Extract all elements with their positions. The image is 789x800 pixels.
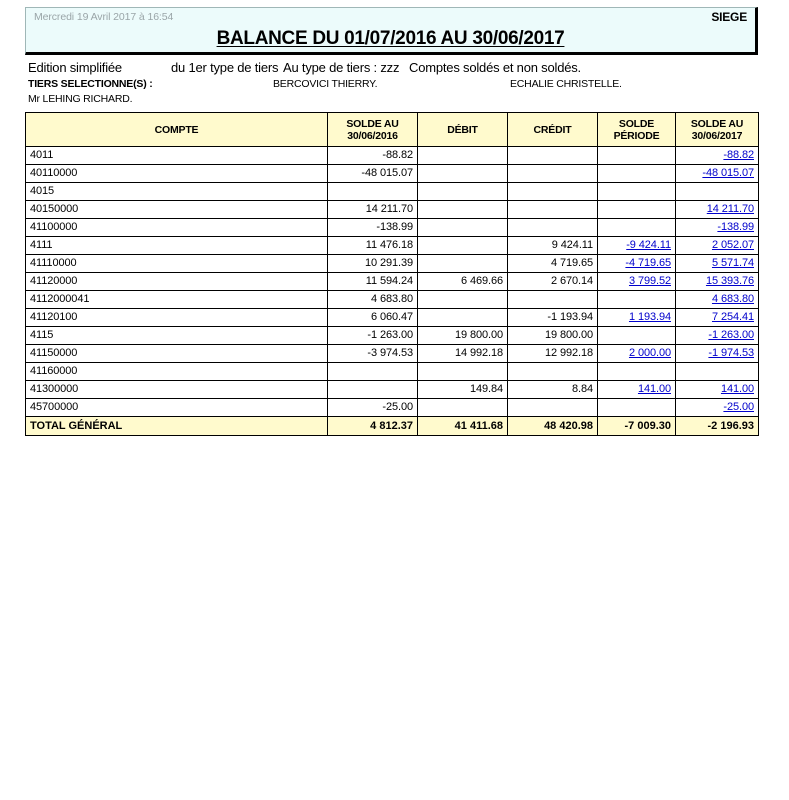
- cell-credit: [508, 201, 598, 219]
- cell-credit: -1 193.94: [508, 309, 598, 327]
- cell-solde-2017-link[interactable]: -25.00: [723, 401, 754, 413]
- cell-solde-2016: [328, 363, 418, 381]
- cell-solde-periode[interactable]: [598, 327, 676, 345]
- cell-solde-2017-link[interactable]: 2 052.07: [711, 239, 754, 251]
- cell-debit: [418, 219, 508, 237]
- from-tier-type-label: du 1er type de tiers: [171, 60, 279, 75]
- cell-solde-2017-link[interactable]: 141.00: [720, 383, 754, 395]
- cell-debit: 149.84: [418, 381, 508, 399]
- table-row: [26, 165, 759, 183]
- cell-solde-2017[interactable]: [676, 183, 759, 201]
- cell-solde-2016: 4 683.80: [328, 291, 418, 309]
- site-label: SIEGE: [711, 10, 747, 24]
- cell-solde-periode[interactable]: [598, 183, 676, 201]
- cell-credit: [508, 147, 598, 165]
- cell-solde-2017[interactable]: [676, 273, 759, 291]
- cell-debit: [418, 291, 508, 309]
- cell-debit: [418, 255, 508, 273]
- cell-solde-2016: [328, 183, 418, 201]
- cell-solde-2017[interactable]: [676, 381, 759, 399]
- cell-solde-2017-link[interactable]: -1 974.53: [708, 347, 754, 359]
- cell-credit: 12 992.18: [508, 345, 598, 363]
- cell-compte: 40110000: [26, 165, 328, 183]
- cell-solde-periode[interactable]: [598, 273, 676, 291]
- cell-credit: 4 719.65: [508, 255, 598, 273]
- cell-solde-2016: -138.99: [328, 219, 418, 237]
- cell-solde-periode-link[interactable]: 141.00: [637, 383, 671, 395]
- table-header-row: [26, 113, 759, 147]
- subheader-line-2: [28, 78, 768, 92]
- cell-solde-2017-link[interactable]: -138.99: [717, 221, 754, 233]
- cell-solde-periode[interactable]: [598, 147, 676, 165]
- cell-solde-periode-link[interactable]: -9 424.11: [626, 239, 671, 251]
- cell-solde-periode-link[interactable]: 3 799.52: [628, 275, 671, 287]
- cell-credit: 9 424.11: [508, 237, 598, 255]
- total-label: TOTAL GÉNÉRAL: [26, 417, 328, 436]
- table-row: [26, 363, 759, 381]
- cell-credit: [508, 165, 598, 183]
- cell-solde-2016: 14 211.70: [328, 201, 418, 219]
- cell-solde-2017-link[interactable]: -88.82: [723, 149, 754, 161]
- cell-compte: 4111: [26, 237, 328, 255]
- table-row: [26, 237, 759, 255]
- cell-solde-2017[interactable]: [676, 255, 759, 273]
- cell-credit: [508, 363, 598, 381]
- table-row: [26, 309, 759, 327]
- cell-solde-2017-link[interactable]: 14 211.70: [706, 203, 754, 215]
- total-credit: 48 420.98: [508, 417, 598, 436]
- cell-solde-2016: -48 015.07: [328, 165, 418, 183]
- cell-solde-2016: 11 594.24: [328, 273, 418, 291]
- edition-mode-label: Edition simplifiée: [28, 60, 122, 75]
- cell-credit: 19 800.00: [508, 327, 598, 345]
- balance-table: [25, 112, 759, 436]
- table-row: [26, 255, 759, 273]
- column-header-solde-2016: [328, 113, 418, 147]
- cell-solde-periode-link[interactable]: -4 719.65: [625, 257, 671, 269]
- table-body: [26, 147, 759, 417]
- cell-compte: 41160000: [26, 363, 328, 381]
- cell-solde-periode[interactable]: [598, 345, 676, 363]
- cell-solde-2017[interactable]: [676, 165, 759, 183]
- subheader-line-3: [28, 93, 768, 107]
- total-solde-2016: 4 812.37: [328, 417, 418, 436]
- cell-compte: 41150000: [26, 345, 328, 363]
- cell-credit: 8.84: [508, 381, 598, 399]
- cell-compte: 41120000: [26, 273, 328, 291]
- column-header-debit: [418, 113, 508, 147]
- column-header-periode-line1: SOLDE: [618, 117, 655, 130]
- cell-compte: 4112000041: [26, 291, 328, 309]
- cell-solde-periode[interactable]: [598, 219, 676, 237]
- column-header-compte-label: COMPTE: [154, 123, 199, 136]
- column-header-solde-periode: [598, 113, 676, 147]
- cell-compte: 41300000: [26, 381, 328, 399]
- cell-debit: 6 469.66: [418, 273, 508, 291]
- table-header: [26, 113, 759, 147]
- cell-solde-2016: -88.82: [328, 147, 418, 165]
- total-row: [26, 417, 759, 436]
- column-header-solde-2017-line1: SOLDE AU: [690, 117, 744, 130]
- cell-solde-2017-link[interactable]: 5 571.74: [711, 257, 754, 269]
- cell-debit: [418, 237, 508, 255]
- total-solde-periode: -7 009.30: [598, 417, 676, 436]
- cell-compte: 41100000: [26, 219, 328, 237]
- cell-compte: 40150000: [26, 201, 328, 219]
- selected-tiers-label: TIERS SELECTIONNE(S) :: [28, 78, 153, 90]
- table-row: [26, 399, 759, 417]
- selected-tier-1: BERCOVICI THIERRY.: [273, 78, 378, 90]
- cell-solde-2016: -3 974.53: [328, 345, 418, 363]
- cell-debit: [418, 165, 508, 183]
- column-header-debit-label: DÉBIT: [447, 123, 478, 136]
- cell-compte: 45700000: [26, 399, 328, 417]
- cell-debit: [418, 399, 508, 417]
- cell-solde-2017-link[interactable]: 15 393.76: [705, 275, 754, 287]
- cell-compte: 4015: [26, 183, 328, 201]
- column-header-credit-label: CRÉDIT: [533, 123, 572, 136]
- cell-solde-periode[interactable]: [598, 363, 676, 381]
- table-row: [26, 183, 759, 201]
- column-header-solde-2016-line2: 30/06/2016: [347, 129, 398, 142]
- selected-tier-2: ECHALIE CHRISTELLE.: [510, 78, 622, 90]
- cell-solde-periode[interactable]: [598, 165, 676, 183]
- accounts-filter-label: Comptes soldés et non soldés.: [409, 60, 581, 75]
- to-tier-type-label: Au type de tiers : zzz: [283, 60, 400, 75]
- cell-solde-2017[interactable]: [676, 237, 759, 255]
- cell-solde-2017[interactable]: [676, 219, 759, 237]
- cell-solde-2017-link[interactable]: -1 263.00: [708, 329, 754, 341]
- cell-compte: 41120100: [26, 309, 328, 327]
- table-row: [26, 381, 759, 399]
- cell-solde-2016: [328, 381, 418, 399]
- cell-solde-2017[interactable]: [676, 399, 759, 417]
- cell-solde-2016: 6 060.47: [328, 309, 418, 327]
- cell-solde-periode-link[interactable]: 2 000.00: [628, 347, 671, 359]
- cell-debit: [418, 309, 508, 327]
- cell-debit: [418, 147, 508, 165]
- cell-credit: [508, 399, 598, 417]
- cell-solde-2017-link[interactable]: 4 683.80: [711, 293, 754, 305]
- cell-compte: 4115: [26, 327, 328, 345]
- subheader-line-1: [28, 60, 768, 76]
- cell-solde-periode[interactable]: [598, 201, 676, 219]
- cell-solde-2016: -1 263.00: [328, 327, 418, 345]
- column-header-solde-2016-line1: SOLDE AU: [346, 117, 399, 130]
- cell-solde-2017[interactable]: [676, 363, 759, 381]
- print-datetime: Mercredi 19 Avril 2017 à 16:54: [34, 11, 174, 23]
- cell-debit: [418, 201, 508, 219]
- cell-credit: [508, 219, 598, 237]
- report-subheader: [28, 60, 768, 107]
- cell-solde-2017[interactable]: [676, 201, 759, 219]
- table-row: [26, 201, 759, 219]
- column-header-solde-2017: [676, 113, 759, 147]
- cell-credit: [508, 291, 598, 309]
- table-row: [26, 147, 759, 165]
- table-row: [26, 219, 759, 237]
- cell-solde-periode[interactable]: [598, 291, 676, 309]
- cell-solde-2017[interactable]: [676, 291, 759, 309]
- selected-tier-3: Mr LEHING RICHARD.: [28, 93, 133, 105]
- page-title: BALANCE DU 01/07/2016 AU 30/06/2017: [216, 28, 565, 49]
- cell-solde-2016: 10 291.39: [328, 255, 418, 273]
- table-row: [26, 345, 759, 363]
- cell-debit: [418, 183, 508, 201]
- cell-solde-periode-link[interactable]: 1 193.94: [628, 311, 671, 323]
- cell-solde-2016: 11 476.18: [328, 237, 418, 255]
- cell-solde-2017[interactable]: [676, 309, 759, 327]
- cell-credit: [508, 183, 598, 201]
- cell-solde-periode[interactable]: [598, 399, 676, 417]
- cell-compte: 41110000: [26, 255, 328, 273]
- cell-solde-2017[interactable]: [676, 345, 759, 363]
- cell-credit: 2 670.14: [508, 273, 598, 291]
- cell-solde-2017-link[interactable]: 7 254.41: [711, 311, 754, 323]
- cell-solde-periode[interactable]: [598, 255, 676, 273]
- column-header-credit: [508, 113, 598, 147]
- table-row: [26, 273, 759, 291]
- table-row: [26, 291, 759, 309]
- cell-solde-periode[interactable]: [598, 237, 676, 255]
- cell-debit: 14 992.18: [418, 345, 508, 363]
- report-banner: [25, 7, 758, 55]
- total-solde-2017: -2 196.93: [676, 417, 759, 436]
- cell-solde-2017-link[interactable]: -48 015.07: [702, 167, 754, 179]
- cell-compte: 4011: [26, 147, 328, 165]
- total-debit: 41 411.68: [418, 417, 508, 436]
- table-row: [26, 327, 759, 345]
- table-footer: [26, 417, 759, 436]
- cell-debit: [418, 363, 508, 381]
- column-header-compte: [26, 113, 328, 147]
- column-header-periode-line2: PÉRIODE: [613, 129, 660, 142]
- cell-solde-2017[interactable]: [676, 327, 759, 345]
- cell-solde-periode[interactable]: [598, 309, 676, 327]
- cell-solde-2017[interactable]: [676, 147, 759, 165]
- column-header-solde-2017-line2: 30/06/2017: [691, 129, 743, 142]
- cell-debit: 19 800.00: [418, 327, 508, 345]
- cell-solde-2016: -25.00: [328, 399, 418, 417]
- cell-solde-periode[interactable]: [598, 381, 676, 399]
